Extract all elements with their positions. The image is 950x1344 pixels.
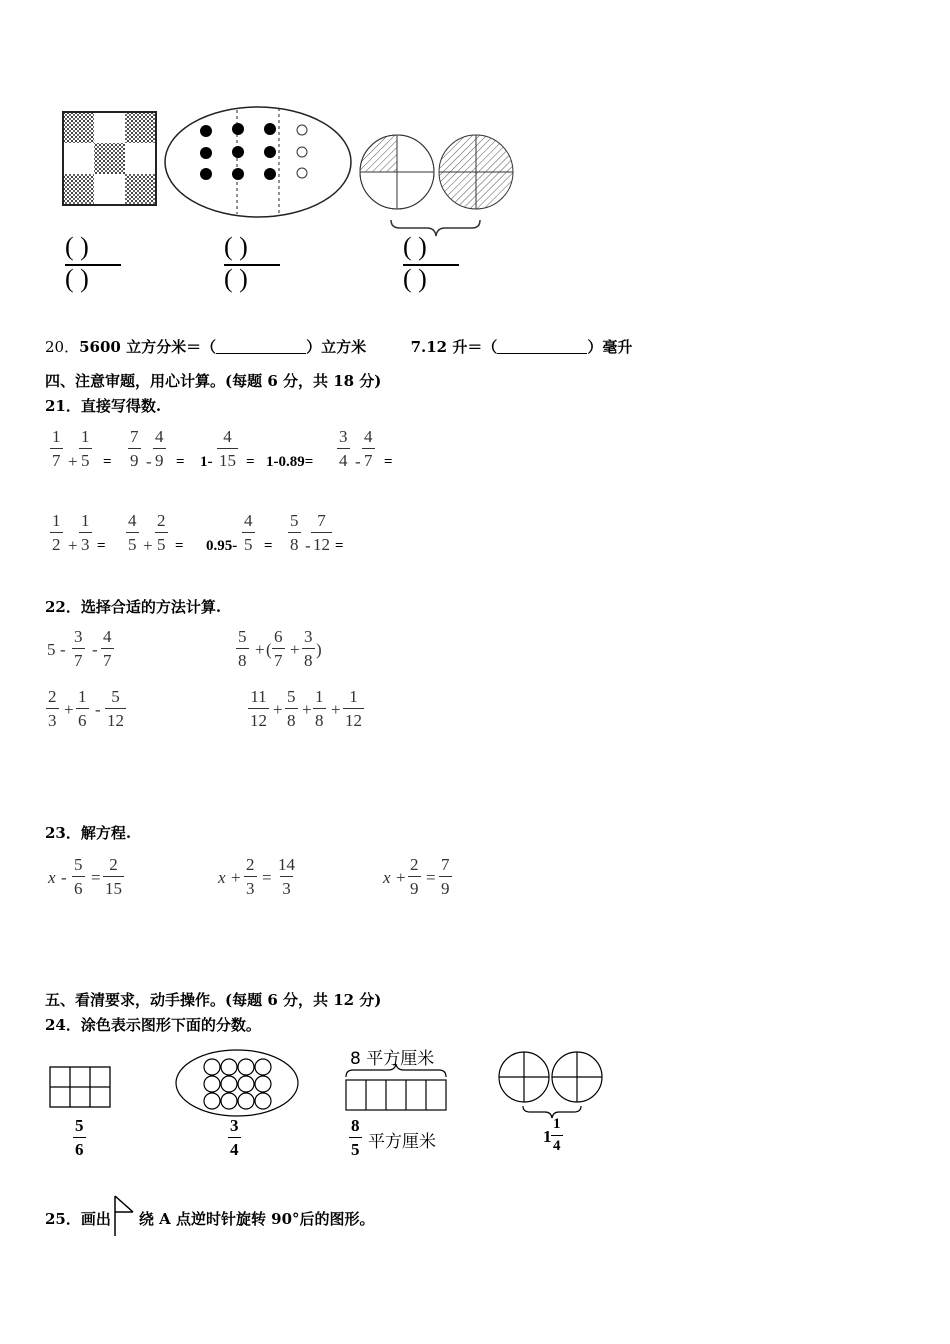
fraction [153, 428, 166, 469]
numerator: 3 [74, 627, 83, 646]
numerator: 3 [230, 1116, 239, 1135]
section-4-heading: 四、注意审题，用心计算。(每题 6 分，共 18 分) [45, 372, 382, 390]
q20-answer-blank-1[interactable] [216, 338, 306, 354]
q20-answer-blank-2[interactable] [497, 338, 587, 354]
numerator: 1 [81, 427, 90, 446]
question-20 [45, 336, 632, 357]
fraction [228, 1117, 241, 1158]
numerator: 4 [223, 427, 232, 446]
equals: = [335, 538, 344, 554]
operator: + [143, 536, 153, 555]
two-quartered-circles[interactable] [499, 1052, 602, 1118]
denominator: 2 [50, 532, 63, 553]
blank-fraction-3[interactable] [403, 232, 461, 294]
variable-x: x [218, 868, 226, 887]
denominator: 9 [408, 876, 421, 897]
fraction [302, 628, 315, 669]
denominator: 7 [272, 648, 285, 669]
equals: = [175, 538, 184, 554]
denominator: 4 [337, 448, 350, 469]
blank-numerator: ( ) [403, 232, 427, 261]
numerator: 4 [364, 427, 373, 446]
denominator: 5 [79, 448, 92, 469]
prefix: 1- [200, 454, 213, 470]
equals: = [264, 538, 273, 554]
fraction [337, 428, 350, 469]
flag-shape [113, 1194, 137, 1238]
checker-square [63, 112, 156, 205]
operator: - [355, 452, 361, 471]
fraction [408, 856, 421, 897]
denominator: 8 [313, 708, 326, 729]
numerator: 14 [278, 855, 295, 874]
operator: + [255, 640, 265, 659]
denominator: 5 [242, 532, 255, 553]
q20-text-3: 7.12 升＝（ [410, 338, 498, 356]
denominator: 9 [153, 448, 166, 469]
grid-rectangle[interactable] [50, 1067, 110, 1107]
denominator: 9 [128, 448, 141, 469]
denominator: 15 [217, 448, 238, 469]
operator: + [331, 700, 341, 719]
equals: = [246, 454, 255, 470]
denominator: 4 [228, 1137, 241, 1158]
variable-x: x [383, 868, 391, 887]
fraction [79, 512, 92, 553]
numerator: 4 [244, 511, 253, 530]
q25-text-1: 25．画出 [45, 1210, 111, 1228]
numerator: 4 [155, 427, 164, 446]
numerator: 3 [339, 427, 348, 446]
denominator: 6 [72, 876, 85, 897]
equals: = [384, 454, 393, 470]
fraction [101, 628, 114, 669]
operator: + [273, 700, 283, 719]
fraction [285, 688, 298, 729]
numerator: 5 [238, 627, 247, 646]
fraction [155, 512, 168, 553]
q24-top-label: 8 平方厘米 [350, 1049, 435, 1069]
fraction [311, 512, 332, 553]
fraction [276, 856, 297, 897]
denominator: 12 [343, 708, 364, 729]
fraction [244, 856, 257, 897]
denominator: 8 [236, 648, 249, 669]
numerator: 4 [128, 511, 137, 530]
denominator: 4 [551, 1135, 563, 1154]
operator: + [68, 536, 78, 555]
numerator: 2 [109, 855, 118, 874]
denominator: 7 [50, 448, 63, 469]
operator: + [64, 700, 74, 719]
numerator: 3 [304, 627, 313, 646]
numerator: 2 [410, 855, 419, 874]
numerator: 5 [287, 687, 296, 706]
denominator: 3 [79, 532, 92, 553]
operator: - [61, 868, 67, 887]
denominator: 5 [126, 532, 139, 553]
numerator: 7 [130, 427, 139, 446]
operator: - [146, 452, 152, 471]
operator: - [60, 640, 66, 659]
question-21-title: 21．直接写得数. [45, 397, 162, 415]
denominator: 6 [73, 1137, 86, 1158]
fraction [73, 1117, 86, 1158]
numerator: 5 [111, 687, 120, 706]
denominator: 6 [76, 708, 89, 729]
fraction [313, 688, 326, 729]
fraction [46, 688, 59, 729]
fraction [76, 688, 89, 729]
operator: + [68, 452, 78, 471]
denominator: 5 [349, 1137, 362, 1158]
numerator: 4 [103, 627, 112, 646]
circle-oval[interactable] [176, 1050, 298, 1116]
operator: + [396, 868, 406, 887]
numerator: 5 [75, 1116, 84, 1135]
question-23-title: 23．解方程. [45, 824, 132, 842]
numerator: 1 [553, 1116, 561, 1132]
numerator: 8 [351, 1116, 360, 1135]
q20-text-1: 5600 立方分米＝（ [79, 338, 217, 356]
fraction [128, 428, 141, 469]
q24-figures[interactable] [45, 1040, 615, 1130]
numerator: 2 [157, 511, 166, 530]
numerator: 7 [317, 511, 326, 530]
fraction [103, 856, 124, 897]
prefix: 0.95- [206, 538, 238, 554]
operator: - [305, 536, 311, 555]
fraction [72, 856, 85, 897]
denominator: 12 [105, 708, 126, 729]
numerator: 1 [52, 511, 61, 530]
denominator: 12 [248, 708, 269, 729]
denominator: 15 [103, 876, 124, 897]
denominator: 8 [302, 648, 315, 669]
numerator: 7 [441, 855, 450, 874]
fraction [50, 428, 63, 469]
numerator: 1 [78, 687, 87, 706]
equals: = [176, 454, 185, 470]
denominator: 12 [311, 532, 332, 553]
q25-text-2: 绕 A 点逆时针旋转 90°后的图形。 [138, 1210, 375, 1228]
denominator: 7 [72, 648, 85, 669]
fraction [236, 628, 249, 669]
left-paren: ( [266, 640, 272, 659]
blank-denominator: ( ) [403, 264, 427, 293]
fraction [72, 628, 85, 669]
fraction [217, 428, 238, 469]
denominator: 8 [285, 708, 298, 729]
section-5-heading: 五、看清要求，动手操作。(每题 6 分，共 12 分) [45, 991, 382, 1009]
fraction [272, 628, 285, 669]
q20-number: 20． [45, 338, 80, 356]
q20-text-4: ）毫升 [587, 338, 633, 356]
blank-fraction-2[interactable] [224, 232, 282, 294]
fraction [343, 688, 364, 729]
numerator: 11 [250, 687, 267, 706]
numerator: 6 [274, 627, 283, 646]
quarter-circles [360, 135, 513, 236]
unit-label: 平方厘米 [368, 1132, 436, 1152]
equals: = [426, 868, 436, 887]
numerator: 1 [81, 511, 90, 530]
fraction [288, 512, 301, 553]
number: 5 [47, 640, 56, 659]
denominator: 3 [280, 876, 293, 897]
blank-numerator: ( ) [224, 232, 248, 261]
denominator: 7 [101, 648, 114, 669]
denominator: 3 [244, 876, 257, 897]
numerator: 1 [52, 427, 61, 446]
equals: = [262, 868, 272, 887]
fraction [349, 1117, 362, 1158]
blank-numerator: ( ) [65, 232, 89, 261]
operator: + [290, 640, 300, 659]
fraction [551, 1117, 563, 1154]
strip-bar[interactable] [346, 1064, 446, 1110]
numerator: 1 [315, 687, 324, 706]
operator: - [92, 640, 98, 659]
equals: = [103, 454, 112, 470]
q20-text-2: ）立方米 [306, 338, 367, 356]
denominator: 9 [439, 876, 452, 897]
whole-number: 1 [543, 1127, 552, 1146]
expression: 1-0.89= [266, 454, 314, 470]
fraction [79, 428, 92, 469]
numerator: 5 [290, 511, 299, 530]
denominator: 8 [288, 532, 301, 553]
right-paren: ) [316, 640, 322, 659]
fraction [50, 512, 63, 553]
fraction [126, 512, 139, 553]
operator: + [231, 868, 241, 887]
equals: = [91, 868, 101, 887]
numerator: 5 [74, 855, 83, 874]
blank-denominator: ( ) [224, 264, 248, 293]
blank-denominator: ( ) [65, 264, 89, 293]
numerator: 1 [349, 687, 358, 706]
question-25 [45, 1194, 375, 1238]
question-24-title: 24．涂色表示图形下面的分数。 [45, 1016, 261, 1034]
operator: + [302, 700, 312, 719]
operator: - [95, 700, 101, 719]
numerator: 2 [48, 687, 57, 706]
fraction [362, 428, 375, 469]
denominator: 7 [362, 448, 375, 469]
numerator: 2 [246, 855, 255, 874]
denominator: 3 [46, 708, 59, 729]
denominator: 5 [155, 532, 168, 553]
fraction [439, 856, 452, 897]
question-22-title: 22．选择合适的方法计算. [45, 598, 222, 616]
equals: = [97, 538, 106, 554]
fraction [242, 512, 255, 553]
dot-oval [165, 107, 351, 217]
fraction [105, 688, 126, 729]
q19-figures [55, 100, 535, 300]
blank-fraction-1[interactable] [65, 232, 123, 294]
fraction [248, 688, 269, 729]
variable-x: x [48, 868, 56, 887]
